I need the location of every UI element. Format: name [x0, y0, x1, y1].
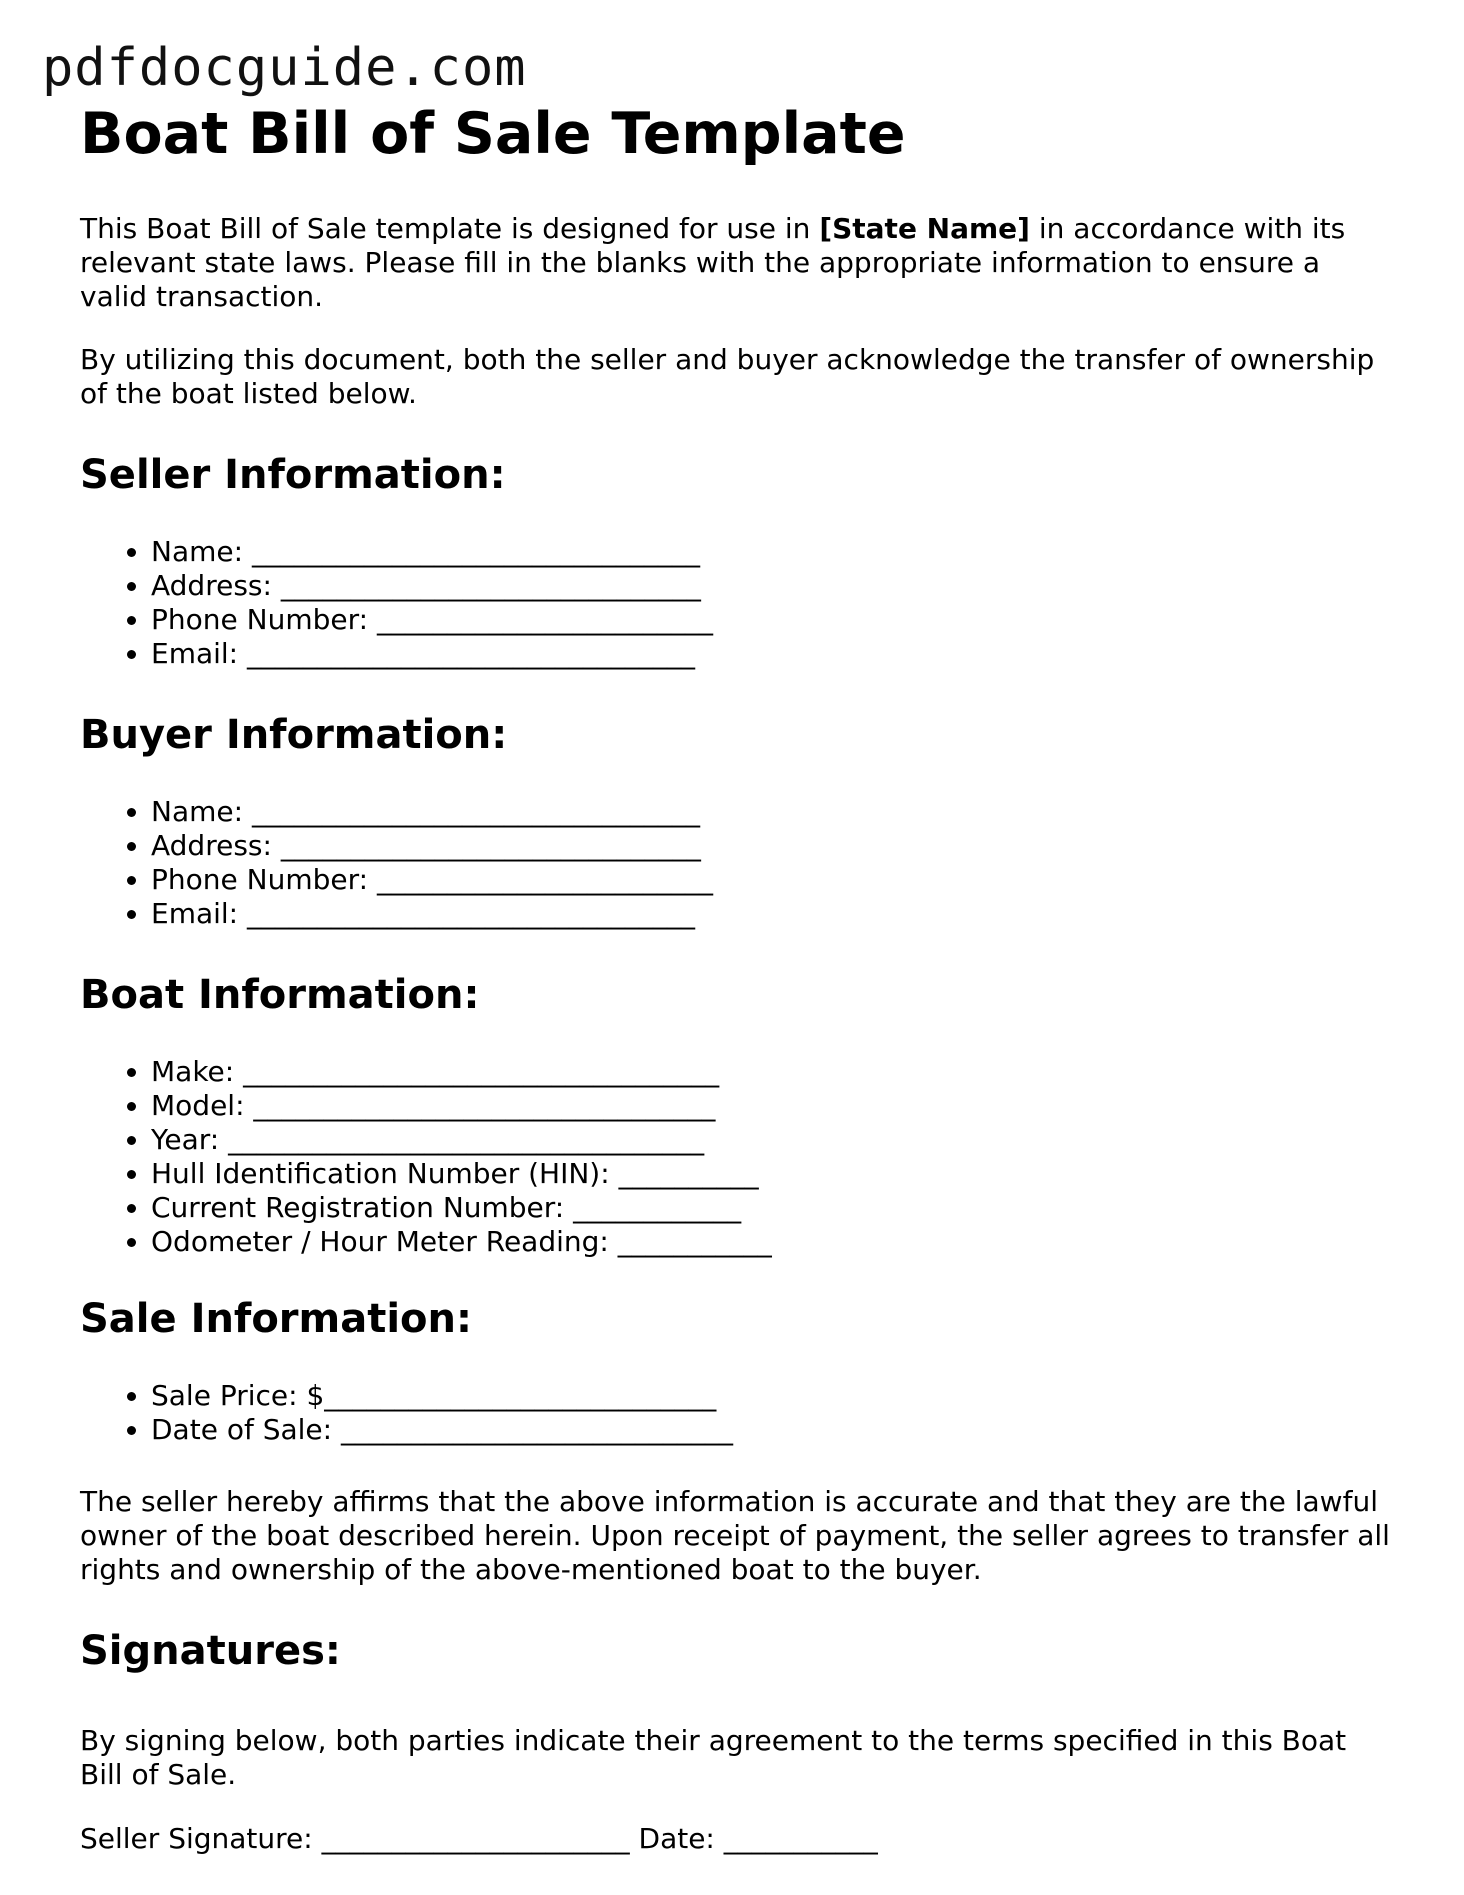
- seller-phone-field: • Phone Number: ________________________: [151, 603, 1390, 637]
- buyer-address-field: • Address: ______________________________: [151, 829, 1390, 863]
- sale-price-field: • Sale Price: $____________________________: [151, 1379, 1390, 1413]
- intro-paragraph: [80, 212, 1390, 314]
- state-name-placeholder: [State Name]: [819, 212, 1030, 246]
- intro-before: This Boat Bill of Sale template is designed for use in: [80, 212, 820, 246]
- intro-after: in accordance with its relevant state laws. Please fill in the blanks with the appropriate information to ensure a valid transaction.: [80, 212, 1346, 314]
- buyer-heading: Buyer Information:: [80, 712, 508, 759]
- document-page: [80, 100, 1390, 1856]
- sale-fields: [80, 1379, 1390, 1447]
- seller-address-field: • Address: ______________________________: [151, 569, 1390, 603]
- boat-fields: [80, 1055, 1390, 1259]
- seller-email-field: • Email: ________________________________: [151, 637, 1390, 671]
- buyer-name-field: • Name: ________________________________: [151, 795, 1390, 829]
- sale-date-field: • Date of Sale: ____________________________: [151, 1413, 1390, 1447]
- boat-odometer-field: • Odometer / Hour Meter Reading: ___________: [151, 1225, 1390, 1259]
- acknowledgement-paragraph: By utilizing this document, both the seller and buyer acknowledge the transfer of ownership of the boat listed below.: [80, 343, 1375, 411]
- boat-model-field: • Model: _________________________________: [151, 1089, 1390, 1123]
- seller-name-field: • Name: ________________________________: [151, 535, 1390, 569]
- seller-heading: Seller Information:: [80, 452, 506, 499]
- boat-make-field: • Make: __________________________________: [151, 1055, 1390, 1089]
- boat-registration-field: • Current Registration Number: ____________: [151, 1191, 1390, 1225]
- sale-heading: Sale Information:: [80, 1296, 472, 1343]
- signatures-paragraph: By signing below, both parties indicate their agreement to the terms specified in this Boat Bill of Sale.: [80, 1724, 1347, 1792]
- boat-heading: Boat Information:: [80, 972, 480, 1019]
- buyer-fields: [80, 795, 1390, 931]
- document-title: Boat Bill of Sale Template: [80, 101, 906, 167]
- seller-signature-line: Seller Signature: ______________________ Date: ___________: [80, 1822, 878, 1856]
- seller-fields: [80, 535, 1390, 671]
- affirmation-paragraph: The seller hereby affirms that the above information is accurate and that they are the lawful owner of the boat described herein. Upon receipt of payment, the seller agrees to transfer all rights and ownership of the above-mentioned boat to the buyer.: [80, 1485, 1390, 1587]
- boat-year-field: • Year: __________________________________: [151, 1123, 1390, 1157]
- buyer-phone-field: • Phone Number: ________________________: [151, 863, 1390, 897]
- boat-hin-field: • Hull Identification Number (HIN): __________: [151, 1157, 1390, 1191]
- signatures-heading: Signatures:: [80, 1628, 341, 1675]
- watermark: pdfdocguide.com: [42, 38, 527, 98]
- buyer-email-field: • Email: ________________________________: [151, 897, 1390, 931]
